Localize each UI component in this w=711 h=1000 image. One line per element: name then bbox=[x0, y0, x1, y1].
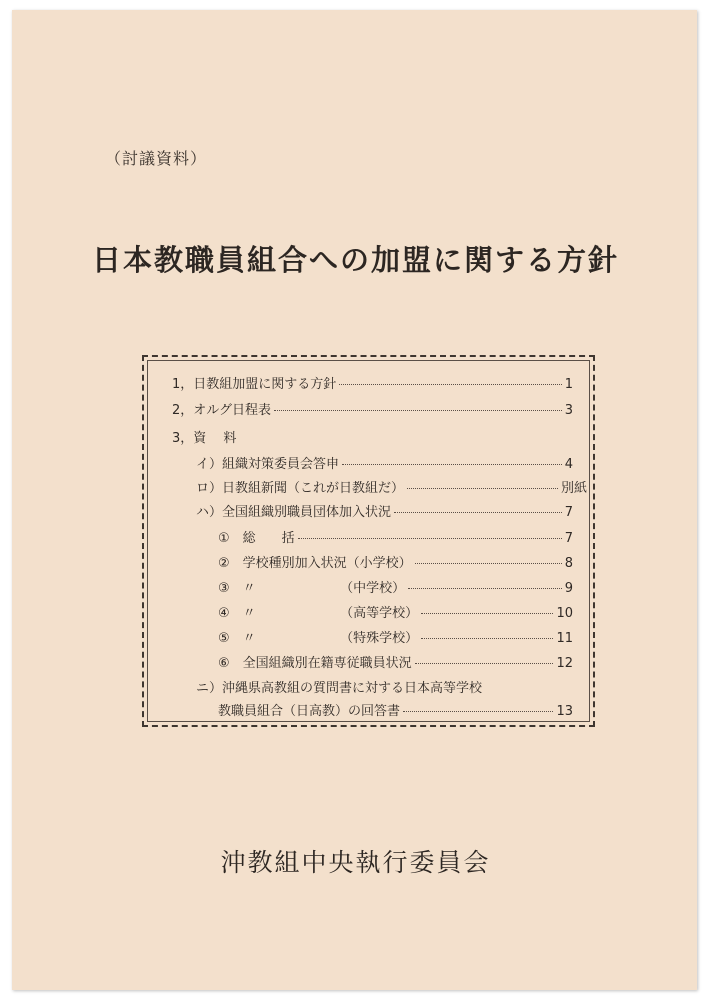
document-label: （討議資料） bbox=[105, 149, 208, 168]
toc-leader bbox=[407, 488, 558, 489]
toc-leader bbox=[342, 464, 562, 465]
toc-leader bbox=[394, 512, 562, 513]
toc-item-label: ③ 〃 （中学校） bbox=[218, 581, 406, 596]
toc-item-label: ニ）沖縄県高教組の質問書に対する日本高等学校 bbox=[196, 681, 483, 696]
toc-item-label: イ）組織対策委員会答申 bbox=[196, 457, 340, 472]
toc-item-page: 11 bbox=[556, 631, 573, 646]
toc-leader bbox=[415, 563, 562, 564]
toc-item-page: 13 bbox=[556, 704, 573, 719]
toc-item bbox=[218, 652, 573, 671]
toc-item bbox=[218, 700, 573, 719]
toc-item bbox=[196, 477, 587, 496]
toc-item-label: 教職員組合（日高教）の回答書 bbox=[218, 704, 401, 719]
toc-item-label: ⑤ 〃 （特殊学校） bbox=[218, 631, 419, 646]
toc-item-label: 1，日教組加盟に関する方針 bbox=[172, 377, 337, 392]
toc-leader bbox=[415, 663, 554, 664]
toc-item-page: 10 bbox=[556, 606, 573, 621]
toc-item-page: 9 bbox=[564, 581, 573, 596]
toc-leader bbox=[274, 410, 562, 411]
toc-item-label: ② 学校種別加入状況（小学校） bbox=[218, 556, 412, 571]
toc-item-page: 3 bbox=[564, 403, 573, 418]
toc-item bbox=[218, 577, 573, 596]
toc-section-heading: 3，資 料 bbox=[172, 431, 237, 446]
toc-leader bbox=[298, 538, 562, 539]
toc-item-label: 2，オルグ日程表 bbox=[172, 403, 272, 418]
toc-leader bbox=[403, 711, 553, 712]
toc-item-page: 7 bbox=[564, 531, 573, 546]
toc-item-page: 4 bbox=[564, 457, 573, 472]
toc-item bbox=[218, 552, 573, 571]
toc-item-page: 12 bbox=[556, 656, 573, 671]
toc-item-label: ① 総 括 bbox=[218, 531, 295, 546]
toc-leader bbox=[339, 384, 561, 385]
toc-item-page: 8 bbox=[564, 556, 573, 571]
toc-item bbox=[196, 501, 573, 520]
toc-item-label: ハ）全国組織別職員団体加入状況 bbox=[196, 505, 392, 520]
toc-item-label: ロ）日教組新聞（これが日教組だ） bbox=[196, 481, 405, 496]
toc-item bbox=[196, 453, 573, 472]
document-title: 日本教職員組合への加盟に関する方針 bbox=[91, 243, 619, 277]
toc-item-page: 1 bbox=[564, 377, 573, 392]
toc-item bbox=[172, 373, 573, 392]
toc-item-label: ⑥ 全国組織別在籍専従職員状況 bbox=[218, 656, 412, 671]
toc-item bbox=[218, 602, 573, 621]
toc-item bbox=[218, 627, 573, 646]
toc-leader bbox=[421, 613, 553, 614]
toc-leader bbox=[421, 638, 553, 639]
toc-leader bbox=[408, 588, 562, 589]
issuing-organization: 沖教組中央執行委員会 bbox=[220, 848, 491, 877]
toc-item bbox=[172, 399, 573, 418]
table-of-contents bbox=[142, 355, 595, 727]
toc-item bbox=[218, 527, 573, 546]
toc-item-page: 7 bbox=[564, 505, 573, 520]
toc-item-label: ④ 〃 （高等学校） bbox=[218, 606, 419, 621]
toc-item-page: 別紙 bbox=[560, 481, 587, 496]
